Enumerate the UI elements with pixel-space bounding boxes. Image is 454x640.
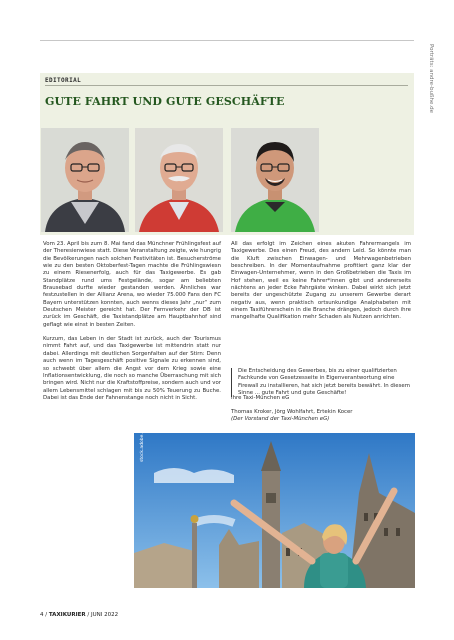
top-rule — [40, 40, 414, 41]
portrait-3 — [231, 128, 319, 232]
sign-off-role: (Der Vorstand der Taxi-München eG) — [231, 416, 330, 422]
portrait-2-image — [135, 128, 223, 232]
munich-photo — [134, 433, 415, 588]
photo-credit: stock.adobe.com — [140, 423, 145, 462]
headline: GUTE FAHRT UND GUTE GESCHÄFTE — [45, 95, 285, 108]
issue-date: / JUNI 2022 — [87, 612, 119, 618]
callout-quote: Die Entscheidung des Gewerbes, bis zu einer qualifizierten Fachkunde von Gesetzesseite in Eigenverantwortung eine Firewall zu installieren, hat sich jetzt bereits bewährt. In diesem Sinne ... gute Fahrt und gute Geschäfte! — [231, 368, 414, 397]
portrait-1-image — [41, 128, 129, 232]
page-number: 4 — [40, 612, 44, 618]
section-rule — [45, 85, 408, 86]
portrait-1 — [41, 128, 129, 232]
body-left-column — [43, 241, 221, 409]
paragraph: All das erfolgt im Zeichen eines akuten Fahrermangels im Taxigewerbe. Des einen Freud, des andern Leid. So könnte man die Kluft zwischen Einwagen- und Mehrwagenbetrieben beschreiben. In der Momentaufnahme profitiert ganz klar der Einwagen-Unternehmer, wenn in den Großbetrieben die Taxis im Hof stehen, weil es keine Fahrer*innen gibt und andererseits nächtens an jeder Ecke Fahrgäste winken. Dabei wirkt sich jetzt bereits der ungeschützte Zugang zu unserem Gewerbe derart negativ aus, wenn praktisch ortsunkundige Analphabeten mit einem Taxiführerschein in die Branche drängen, jedoch durch ihre mangelhafte Qualifikation mehr Schaden als Nutzen anrichten. — [231, 241, 411, 321]
publication-name: TAXIKURIER — [48, 612, 86, 618]
munich-photo-image — [134, 433, 415, 588]
portrait-3-image — [231, 128, 319, 232]
portrait-2 — [135, 128, 223, 232]
portrait-credit: Porträts: andre-bußhe.de — [428, 44, 434, 113]
paragraph: Kurzum, das Leben in der Stadt ist zurück, auch der Tourismus nimmt Fahrt auf, und das Taxigewerbe ist mittendrin statt nur dabei. Allerdings mit deutlichen Sorgenfalten auf der Stirn: Denn auch wenn im Tagesgeschäft positive Signale zu erkennen sind, so schwebt über allem die Angst vor dem Krieg sowie eine Inflationsentwicklung, die noch so manche Überraschung mit sich bringen wird. Nicht nur die Kraftstoffpreise, sondern auch und vor allem Lebensmittel schlagen mit bis zu 50% Teuerung zu Buche. Dabei ist das Ende der Fahnenstange noch nicht in Sicht. — [43, 336, 221, 401]
sign-off-names: Thomas Kroker, Jörg Wohlfahrt, Ertekin Kocer — [231, 409, 353, 415]
section-label: EDITORIAL — [45, 77, 82, 84]
sign-off-org: Ihre Taxi-München eG — [231, 395, 290, 401]
footer-separator: / — [45, 612, 48, 618]
paragraph: Vom 23. April bis zum 8. Mai fand das Münchner Frühlingsfest auf der Theresienwiese statt. Diese Veranstaltung zeigte, wie hungrig die Bevölkerungen nach solchen Festivitäten ist. Besucherströme wie zu den besten Oktoberfest-Tagen machte die Frühlingswiesn zu einem Riesenerfolg, auch für das Taxigewerbe. Es gab Standplätze rund ums Festgelände, sogar am beliebten Brausebad durfte wieder gestanden werden. Ähnliches war festzustellen in der Allianz Arena, wo wieder 75.000 Fans den FC Bayern unterstützen konnten, auch wenns dieses Jahr „nur“ zum Deutschen Meister gereicht hat. Der Fernverkehr der DB ist zurück im Geschäft, die Taxistandplätze am Hauptbahnhof sind geflagt wie einst in besten Zeiten. — [43, 241, 221, 328]
page-footer — [40, 612, 118, 618]
body-right-column — [231, 241, 411, 329]
